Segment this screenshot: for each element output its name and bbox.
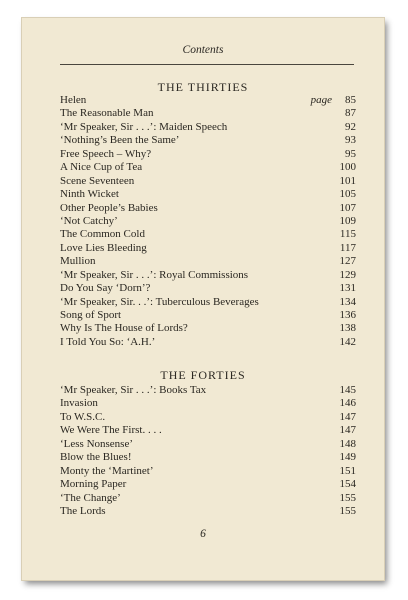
entry-page-number: 142	[339, 335, 356, 348]
toc-entry	[60, 384, 356, 397]
toc-entry	[60, 465, 356, 478]
entry-page-number: 151	[339, 464, 356, 477]
page-number: 6	[200, 528, 206, 540]
section-heading-thirties: THE THIRTIES	[157, 80, 249, 94]
entry-title: Helen	[60, 94, 87, 106]
entry-title: To W.S.C.	[60, 410, 106, 423]
contents-list-thirties	[60, 94, 356, 349]
toc-entry	[60, 411, 356, 424]
toc-entry	[60, 282, 356, 295]
page-label: page	[310, 94, 332, 106]
entry-page-number: 138	[339, 322, 356, 335]
entry-page-number: 145	[339, 384, 356, 396]
toc-entry	[60, 134, 356, 147]
entry-page-number: 134	[339, 295, 356, 308]
entry-title: ‘Mr Speaker, Sir . . .’: Maiden Speech	[60, 120, 228, 133]
entry-title: Free Speech – Why?	[60, 147, 152, 160]
toc-entry	[60, 202, 356, 215]
entry-title: The Lords	[60, 504, 106, 517]
toc-entry	[60, 397, 356, 410]
toc-entry	[60, 228, 356, 241]
entry-title: ‘Mr Speaker, Sir. . .’: Tuberculous Beverages	[60, 295, 259, 308]
toc-entry	[60, 322, 356, 335]
toc-entry	[60, 94, 356, 107]
toc-entry	[60, 296, 356, 309]
entry-page-number: 154	[339, 478, 356, 491]
toc-entry	[60, 424, 356, 437]
entry-title: Morning Paper	[60, 478, 127, 491]
toc-entry	[60, 107, 356, 120]
entry-page-number: 93	[345, 134, 356, 147]
entry-title: I Told You So: ‘A.H.’	[60, 335, 156, 348]
entry-title: Do You Say ‘Dorn’?	[60, 282, 151, 295]
toc-entry	[60, 478, 356, 491]
header-rule	[60, 64, 354, 65]
entry-page-number: 131	[339, 282, 356, 295]
entry-page-number: 92	[345, 120, 356, 133]
entry-page-number: 101	[339, 174, 356, 187]
entry-title: Love Lies Bleeding	[60, 241, 147, 254]
entry-page-number: 95	[345, 147, 356, 160]
entry-title: A Nice Cup of Tea	[60, 161, 143, 174]
toc-entry	[60, 121, 356, 134]
book-page	[22, 18, 384, 580]
entry-page-number: 147	[339, 410, 356, 423]
entry-page-number: 136	[339, 309, 356, 321]
entry-title: Why Is The House of Lords?	[60, 322, 188, 335]
toc-entry	[60, 451, 356, 464]
entry-title: ‘Mr Speaker, Sir . . .’: Books Tax	[60, 384, 207, 396]
entry-page-number: 146	[339, 397, 356, 410]
toc-entry	[60, 242, 356, 255]
section-heading-forties: THE FORTIES	[160, 368, 246, 382]
contents-list-forties	[60, 384, 356, 518]
entry-page-number: 155	[339, 504, 356, 517]
entry-title: Blow the Blues!	[60, 451, 132, 464]
entry-page-number: 107	[339, 201, 356, 214]
entry-title: Scene Seventeen	[60, 174, 135, 187]
entry-title: Other People’s Babies	[60, 201, 158, 214]
entry-title: ‘The Change’	[60, 491, 121, 504]
entry-title: ‘Not Catchy’	[60, 214, 118, 227]
toc-entry	[60, 269, 356, 282]
entry-title: Ninth Wicket	[60, 188, 119, 201]
toc-entry	[60, 309, 356, 322]
entry-title: The Common Cold	[60, 228, 145, 241]
entry-title: ‘Less Nonsense’	[60, 437, 134, 450]
toc-entry	[60, 215, 356, 228]
toc-entry	[60, 175, 356, 188]
entry-page-number: 100	[339, 161, 356, 174]
toc-entry	[60, 255, 356, 268]
toc-entry	[60, 438, 356, 451]
entry-page-number: 87	[345, 107, 356, 120]
entry-page-number: 155	[339, 491, 356, 504]
toc-entry	[60, 161, 356, 174]
entry-page-number: 115	[339, 228, 356, 241]
toc-entry	[60, 492, 356, 505]
entry-title: Mullion	[60, 255, 96, 268]
toc-entry	[60, 188, 356, 201]
entry-page-number: 85	[345, 94, 356, 106]
entry-title: We Were The First. . . .	[60, 424, 162, 437]
entry-page-number: 149	[339, 451, 356, 464]
entry-page-number: 109	[339, 214, 356, 227]
entry-page-number: 127	[339, 255, 356, 268]
entry-page-number: 129	[339, 268, 356, 281]
entry-page-number: 148	[339, 437, 356, 450]
entry-page-number: 147	[339, 424, 356, 437]
entry-title: The Reasonable Man	[60, 107, 154, 120]
toc-entry	[60, 148, 356, 161]
running-header: Contents	[182, 44, 224, 56]
entry-title: ‘Nothing’s Been the Same’	[60, 134, 180, 147]
entry-page-number: 105	[339, 188, 356, 201]
entry-title: Song of Sport	[60, 309, 122, 321]
toc-entry	[60, 336, 356, 349]
entry-page-number: 117	[339, 241, 356, 254]
entry-title: Invasion	[60, 397, 98, 410]
entry-title: Monty the ‘Martinet’	[60, 464, 154, 477]
entry-title: ‘Mr Speaker, Sir . . .’: Royal Commissions	[60, 268, 249, 281]
toc-entry	[60, 505, 356, 518]
